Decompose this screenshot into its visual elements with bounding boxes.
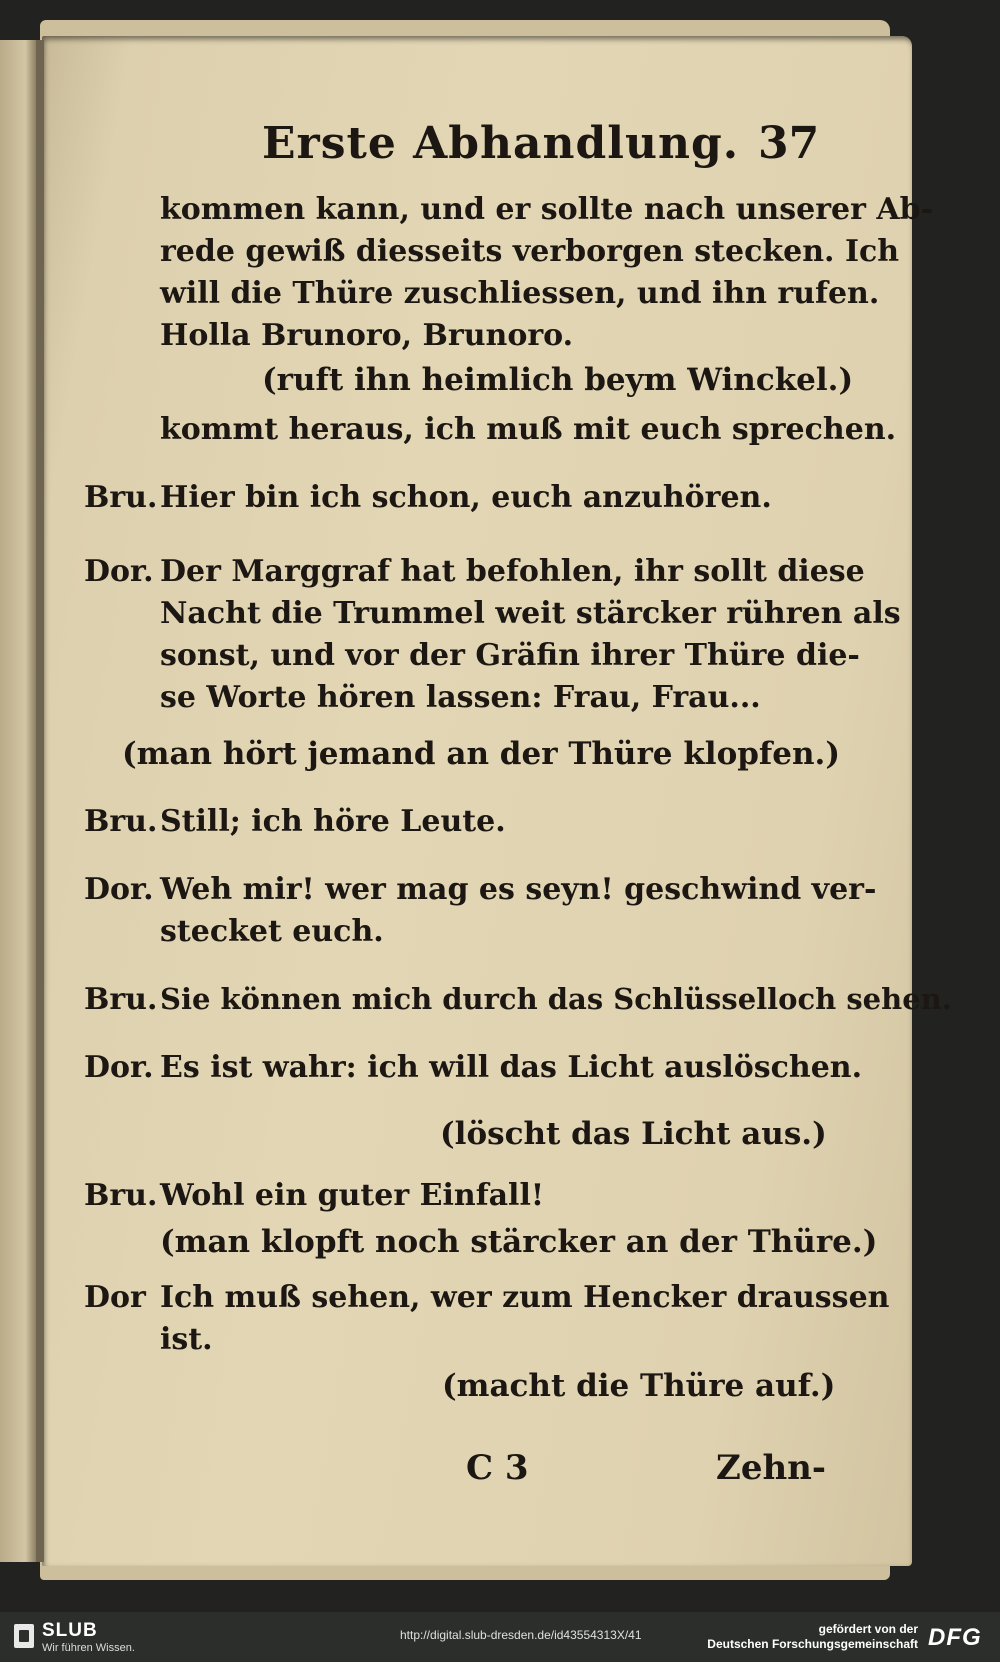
stage-direction: (man hört jemand an der Thüre klopfen.) (122, 736, 840, 772)
library-tagline: Wir führen Wissen. (42, 1642, 135, 1654)
running-head: Erste Abhandlung. (262, 118, 740, 169)
text-line: kommen kann, und er sollte nach unserer Ab- (160, 192, 934, 227)
permalink-url[interactable]: http://digital.slub-dresden.de/id43554313X/41 (400, 1628, 642, 1642)
footer-bar (0, 1612, 1000, 1662)
text-line: Nacht die Trummel weit stärcker rühren als (160, 596, 901, 631)
funding-line-2: Deutschen Forschungsgemeinschaft (707, 1637, 918, 1651)
speaker-label: Dor (84, 1280, 146, 1315)
text-line: Wohl ein guter Einfall! (160, 1178, 545, 1213)
funding-line-1: gefördert von der (818, 1622, 918, 1636)
stage-direction: (man klopft noch stärcker an der Thüre.) (160, 1224, 878, 1260)
text-line: Still; ich höre Leute. (160, 804, 506, 839)
dfg-logo[interactable]: DFG (928, 1624, 982, 1651)
book-gutter (36, 40, 44, 1562)
funding-note (700, 1622, 918, 1652)
text-line: se Worte hören lassen: Frau, Frau... (160, 680, 761, 715)
speaker-label: Bru. (84, 1178, 158, 1213)
page-number: 37 (758, 118, 820, 169)
speaker-label: Dor. (84, 872, 154, 907)
slub-logo-icon[interactable] (14, 1624, 34, 1648)
stage-direction: (macht die Thüre auf.) (442, 1368, 836, 1404)
text-line: stecket euch. (160, 914, 384, 949)
signature-mark: C 3 (466, 1448, 529, 1488)
text-line: Holla Brunoro, Brunoro. (160, 318, 574, 353)
speaker-label: Bru. (84, 804, 158, 839)
text-line: ist. (160, 1322, 213, 1357)
text-line: kommt heraus, ich muß mit euch sprechen. (160, 412, 897, 447)
text-line: Weh mir! wer mag es seyn! geschwind ver- (160, 872, 877, 907)
text-line: sonst, und vor der Gräfin ihrer Thüre die- (160, 638, 860, 673)
speaker-label: Bru. (84, 982, 158, 1017)
facing-page-edge (0, 40, 36, 1562)
library-name[interactable]: SLUB (42, 1620, 98, 1641)
text-line: Der Marggraf hat befohlen, ihr sollt diese (160, 554, 865, 589)
stage-direction: (löscht das Licht aus.) (440, 1116, 827, 1152)
text-line: rede gewiß diesseits verborgen stecken. Ich (160, 234, 900, 269)
speaker-label: Dor. (84, 1050, 154, 1085)
speaker-label: Bru. (84, 480, 158, 515)
text-line: Sie können mich durch das Schlüsselloch sehen. (160, 982, 952, 1016)
stage-direction: (ruft ihn heimlich beym Winckel.) (262, 362, 854, 398)
text-line: Es ist wahr: ich will das Licht auslöschen. (160, 1050, 863, 1085)
text-line: Hier bin ich schon, euch anzuhören. (160, 480, 772, 515)
text-line: Ich muß sehen, wer zum Hencker draussen (160, 1280, 890, 1315)
speaker-label: Dor. (84, 554, 154, 589)
catchword: Zehn- (716, 1448, 827, 1488)
text-line: will die Thüre zuschliessen, und ihn rufen. (160, 276, 880, 311)
